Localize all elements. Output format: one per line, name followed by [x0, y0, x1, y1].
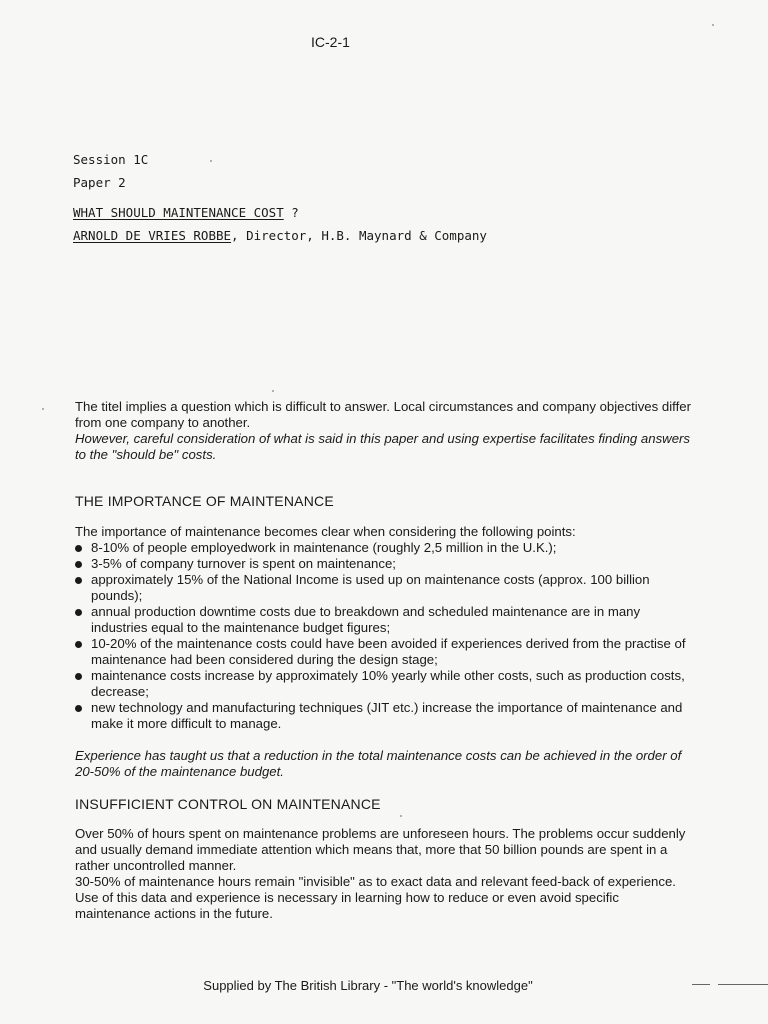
scan-speck: [272, 390, 274, 392]
list-item: 3-5% of company turnover is spent on maintenance;: [75, 556, 695, 572]
importance-lead: The importance of maintenance becomes clear when considering the following points:: [75, 524, 576, 539]
list-item: approximately 15% of the National Income is used up on maintenance costs (approx. 100 billion pounds);: [75, 572, 695, 604]
list-item: 10-20% of the maintenance costs could have been avoided if experiences derived from the practise of maintenance had been considered during the design stage;: [75, 636, 695, 668]
section-heading-control: INSUFFICIENT CONTROL ON MAINTENANCE: [75, 796, 381, 812]
paper-title-suffix: ?: [291, 205, 299, 220]
control-para-1: Over 50% of hours spent on maintenance problems are unforeseen hours. The problems occur suddenly and usually demand immediate attention which means that, more that 50 billion pounds are spent in a rather uncontrolled manner.: [75, 826, 686, 873]
list-item: new technology and manufacturing techniques (JIT etc.) increase the importance of maintenance and make it more difficult to manage.: [75, 700, 695, 732]
list-item: 8-10% of people employedwork in maintenance (roughly 2,5 million in the U.K.);: [75, 540, 695, 556]
author-name: ARNOLD DE VRIES ROBBE: [73, 228, 232, 243]
importance-conclusion: Experience has taught us that a reduction in the total maintenance costs can be achieved in the order of 20-50% of the maintenance budget.: [75, 748, 682, 779]
footer-rule-short: [692, 984, 710, 985]
session-label: Session 1C: [73, 152, 149, 167]
page-id: IC-2-1: [311, 34, 350, 50]
paper-title: [73, 205, 299, 220]
list-item: maintenance costs increase by approximately 10% yearly while other costs, such as production costs, decrease;: [75, 668, 695, 700]
control-block: [75, 826, 695, 922]
author-line: [73, 228, 487, 243]
section-heading-importance: THE IMPORTANCE OF MAINTENANCE: [75, 493, 334, 509]
footer-credit: Supplied by The British Library - "The world's knowledge": [203, 978, 533, 993]
control-para-2: 30-50% of maintenance hours remain "invisible" as to exact data and relevant feed-back of experience. Use of this data and experience is necessary in learning how to reduce or even avoid specific maintenance actions in the future.: [75, 874, 676, 921]
scan-speck: [42, 408, 44, 410]
scan-speck: [210, 160, 212, 162]
author-affiliation: , Director, H.B. Maynard & Company: [231, 228, 487, 243]
scan-speck: [712, 24, 714, 26]
list-item: annual production downtime costs due to breakdown and scheduled maintenance are in many industries equal to the maintenance budget figures;: [75, 604, 695, 636]
intro-text: The titel implies a question which is difficult to answer. Local circumstances and company objectives differ from one company to another.: [75, 399, 691, 430]
paper-label: Paper 2: [73, 175, 126, 190]
importance-block: [75, 524, 695, 732]
intro-italic: However, careful consideration of what is said in this paper and using expertise facilitates finding answers to the "should be" costs.: [75, 431, 691, 462]
footer-rule-long: [718, 984, 768, 985]
paper-title-text: WHAT SHOULD MAINTENANCE COST: [73, 205, 284, 220]
intro-block: [75, 399, 695, 463]
importance-list: [75, 540, 695, 732]
scan-speck: [400, 815, 402, 817]
